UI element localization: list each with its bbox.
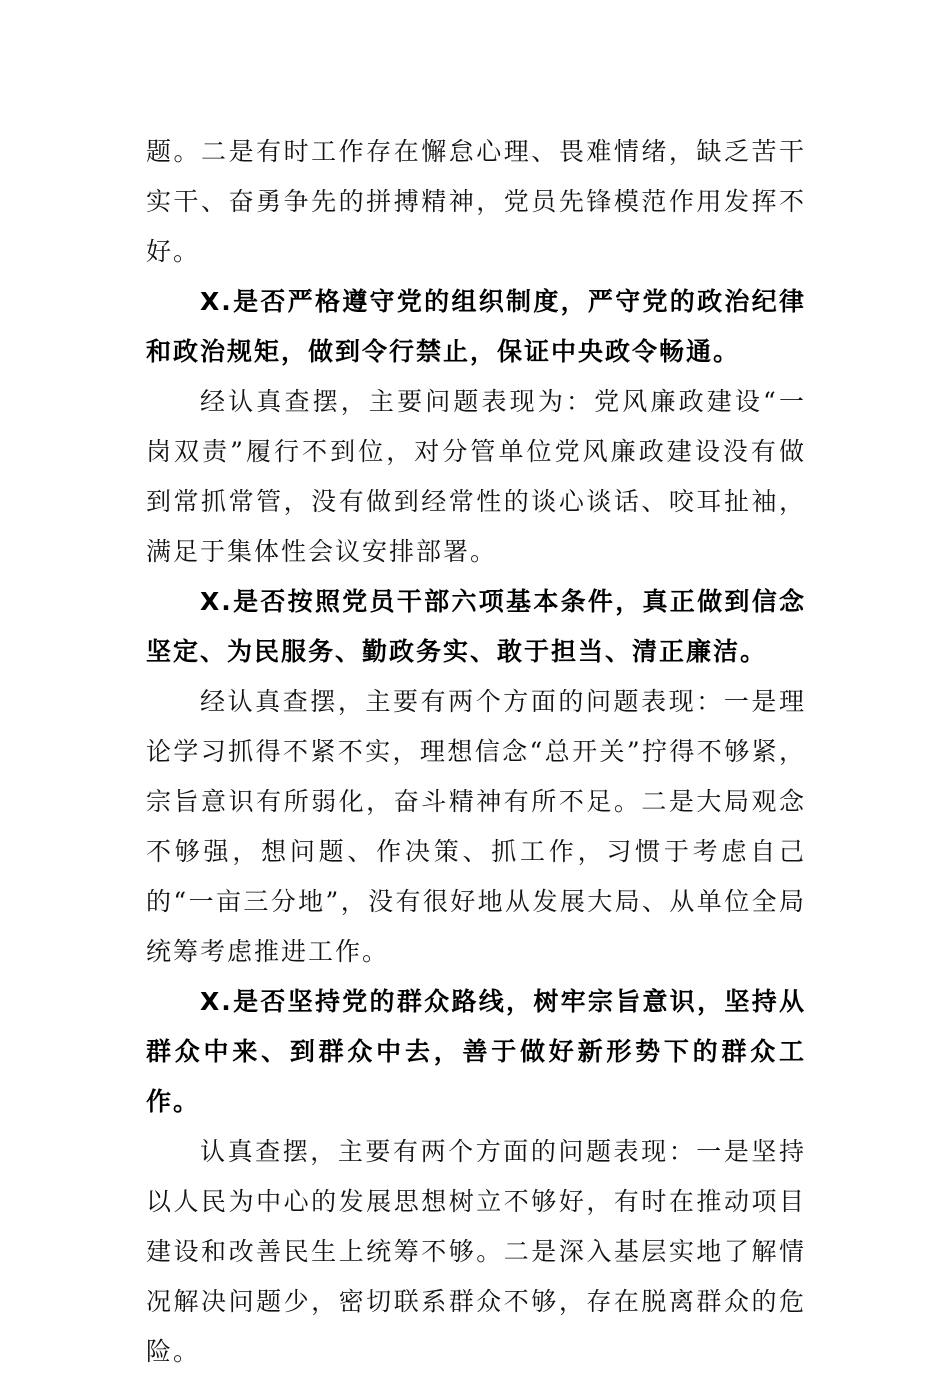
document-page — [146, 127, 806, 1377]
body-paragraph: 经认真查摆，主要问题表现为：党风廉政建设“一岗双责”履行不到位，对分管单位党风廉政建设没有做到常抓常管，没有做到经常性的谈心谈话、咬耳扯袖，满足于集体性会议安排部署。 — [146, 387, 806, 566]
paragraph-continuation: 题。二是有时工作存在懈怠心理、畏难情绪，缺乏苦干实干、奋勇争先的拼搏精神，党员先锋模范作用发挥不好。 — [146, 137, 806, 266]
body-paragraph: 认真查摆，主要有两个方面的问题表现：一是坚持以人民为中心的发展思想树立不够好，有时在推动项目建设和改善民生上统筹不够。二是深入基层实地了解情况解决问题少，密切联系群众不够，存在脱离群众的危险。 — [146, 1137, 806, 1366]
body-paragraph: 经认真查摆，主要有两个方面的问题表现：一是理论学习抓得不紧不实，理想信念“总开关”拧得不够紧，宗旨意识有所弱化，奋斗精神有所不足。二是大局观念不够强，想问题、作决策、抓工作，习惯于考虑自己的“一亩三分地”，没有很好地从发展大局、从单位全局统筹考虑推进工作。 — [146, 687, 806, 966]
section-heading: X.是否严格遵守党的组织制度，严守党的政治纪律和政治规矩，做到令行禁止，保证中央政令畅通。 — [146, 287, 806, 366]
section-heading: X.是否坚持党的群众路线，树牢宗旨意识，坚持从群众中来、到群众中去，善于做好新形势下的群众工作。 — [146, 987, 806, 1116]
section-heading: X.是否按照党员干部六项基本条件，真正做到信念坚定、为民服务、勤政务实、敢于担当、清正廉洁。 — [146, 587, 806, 666]
